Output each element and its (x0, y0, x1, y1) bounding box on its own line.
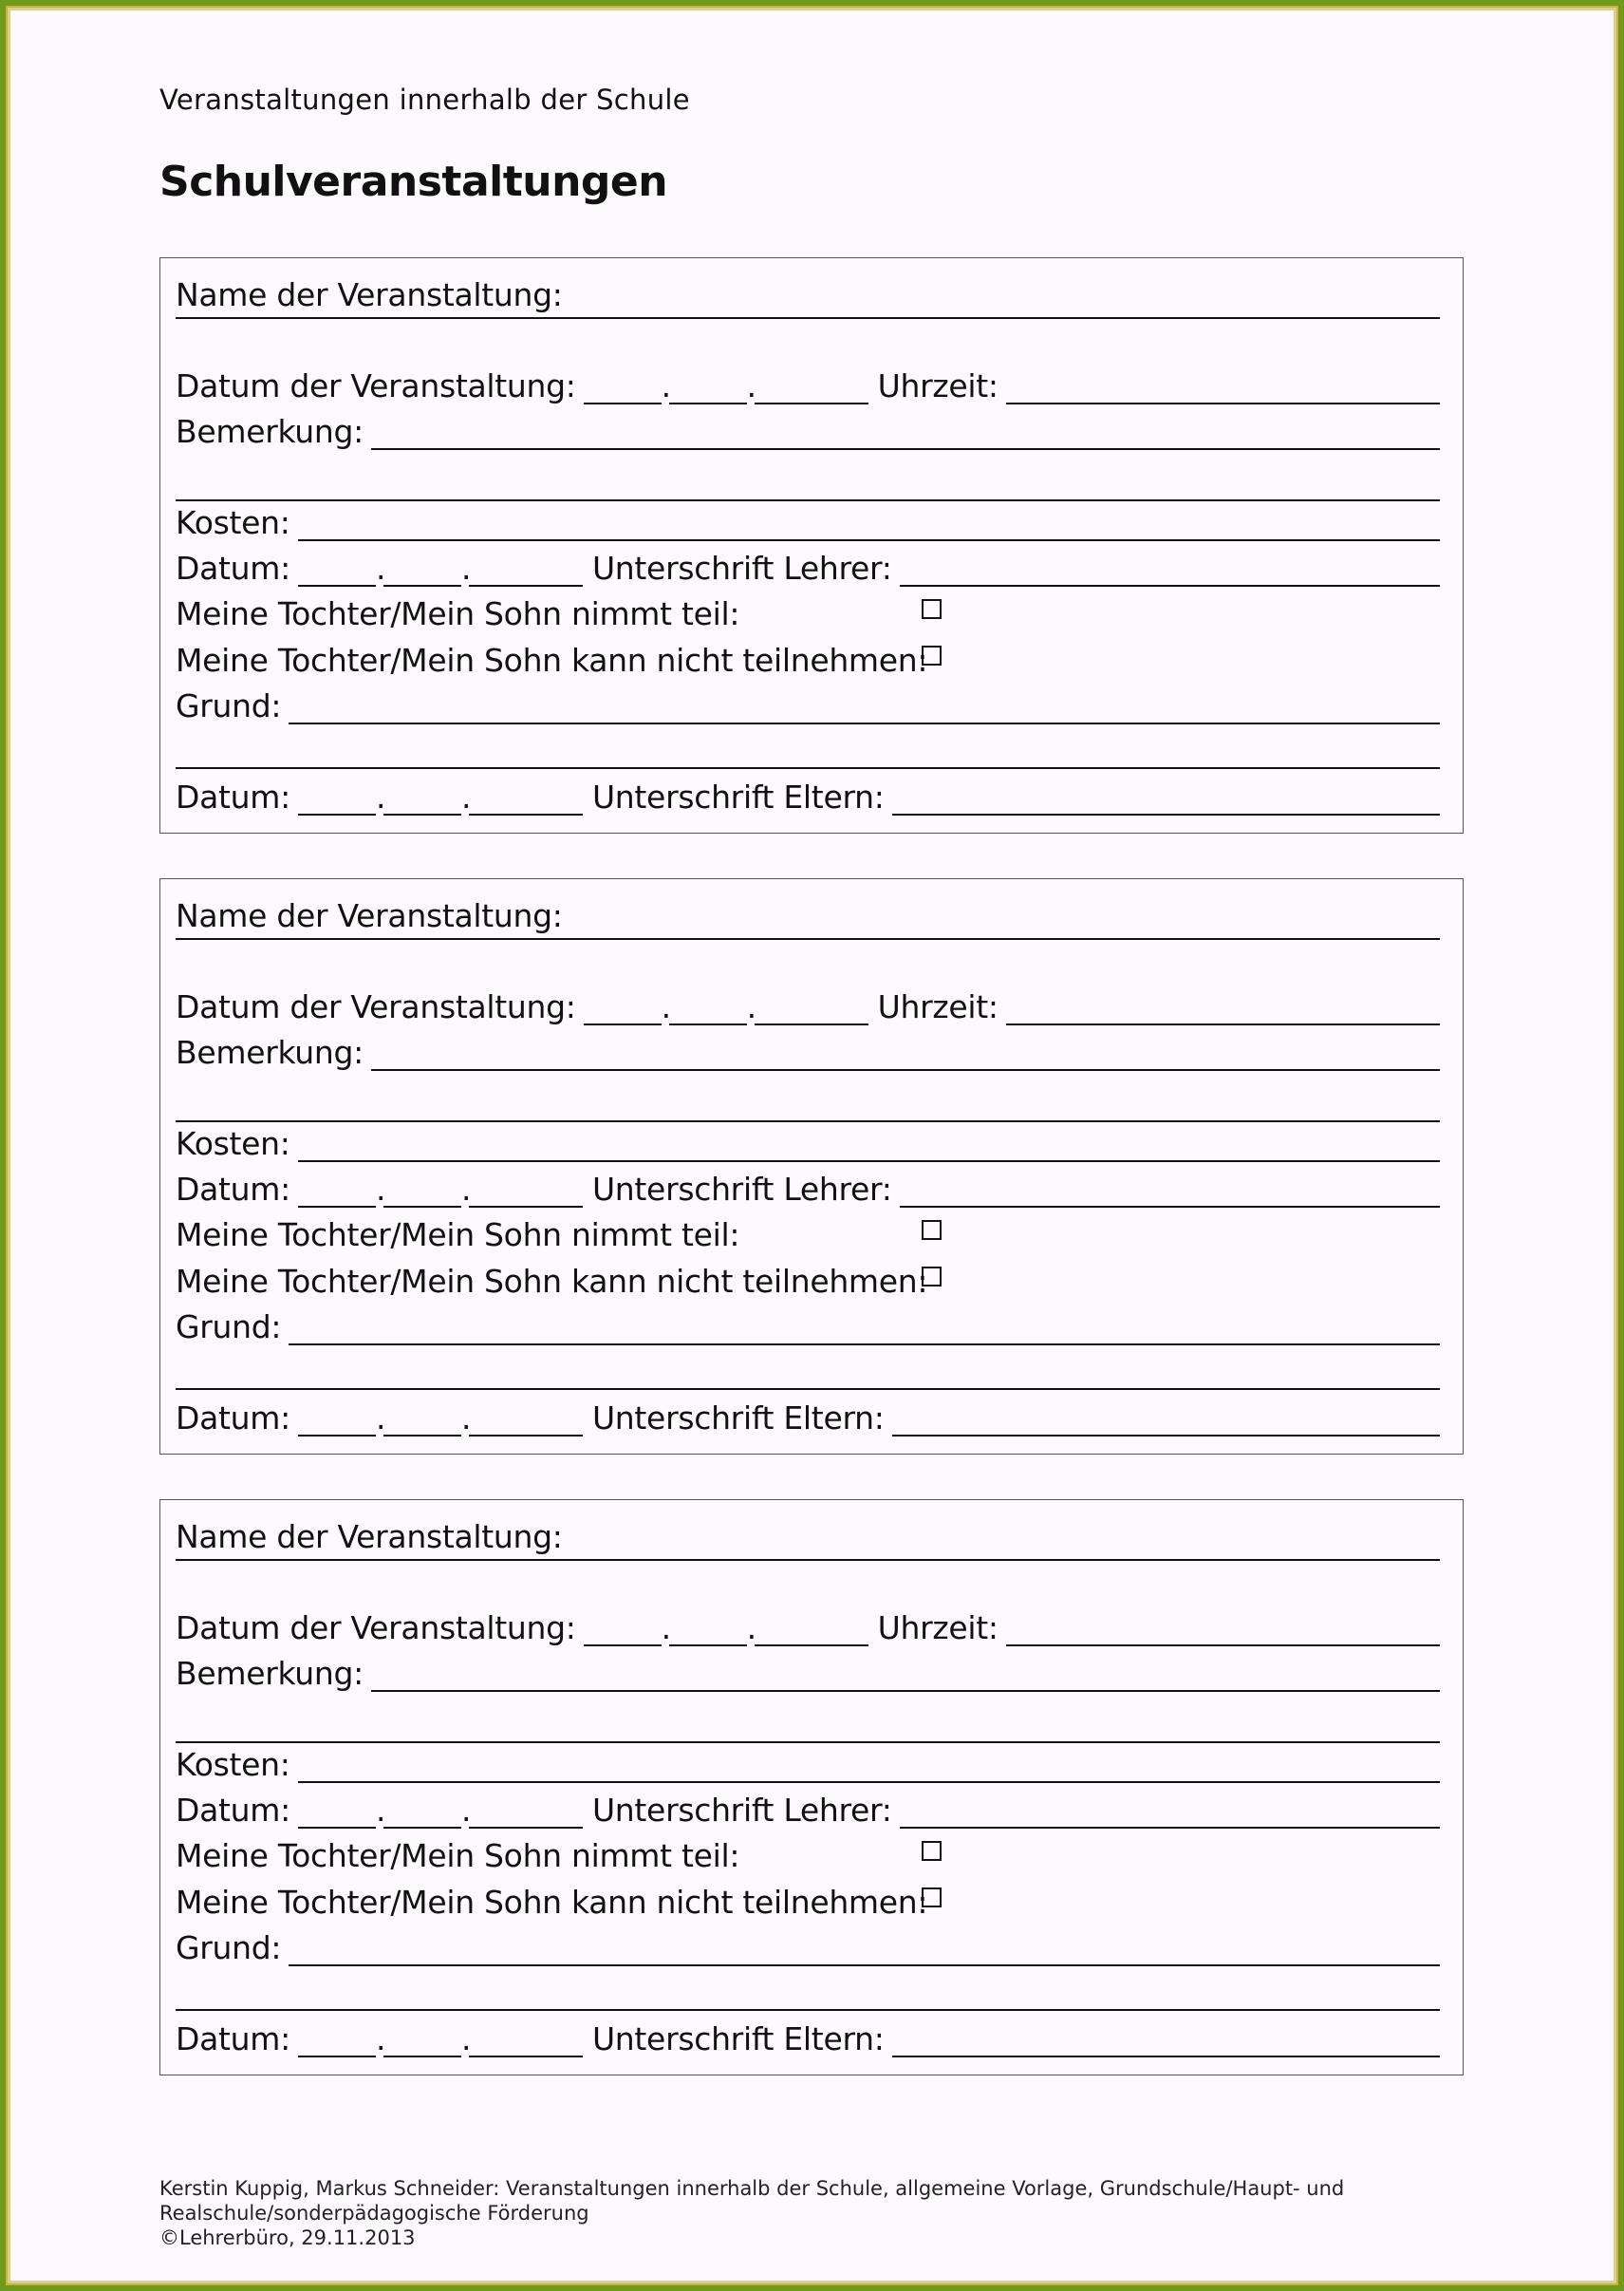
footer-line: Realschule/sonderpädagogische Förderung (159, 2202, 589, 2225)
parents-signature-line[interactable] (892, 1402, 1440, 1437)
participates-label: Meine Tochter/Mein Sohn nimmt teil: (176, 1216, 740, 1253)
date-month-line[interactable] (383, 553, 461, 587)
parents-signature-line[interactable] (892, 2023, 1440, 2057)
cost-label: Kosten: (176, 1125, 290, 1162)
date-year-line[interactable] (469, 781, 583, 816)
teacher-signature-label: Unterschrift Lehrer: (591, 550, 892, 587)
reason-label: Grund: (176, 1929, 282, 1966)
event-date-day-line[interactable] (584, 370, 662, 404)
date-label: Datum: (176, 2020, 290, 2057)
time-label: Uhrzeit: (877, 367, 999, 404)
participates-label: Meine Tochter/Mein Sohn nimmt teil: (176, 595, 740, 632)
remark-line-2[interactable] (176, 1120, 1440, 1122)
event-name-label: Name der Veranstaltung: (176, 276, 563, 313)
not-participates-label: Meine Tochter/Mein Sohn kann nicht teilnehmen: (176, 642, 928, 679)
event-date-year-line[interactable] (755, 1612, 868, 1646)
teacher-signature-line[interactable] (900, 1174, 1440, 1208)
parents-signature-label: Unterschrift Eltern: (591, 1399, 885, 1437)
date-label: Datum: (176, 1792, 290, 1829)
event-date-year-line[interactable] (755, 370, 868, 404)
footer-copyright: ©Lehrerbüro, 29.11.2013 (159, 2226, 416, 2249)
time-line[interactable] (1006, 991, 1440, 1025)
reason-line-2[interactable] (176, 767, 1440, 769)
time-line[interactable] (1006, 1612, 1440, 1646)
date-day-line[interactable] (298, 2023, 376, 2057)
participates-checkbox[interactable] (922, 1841, 942, 1861)
reason-line[interactable] (289, 1932, 1440, 1966)
participates-checkbox[interactable] (922, 1220, 942, 1240)
date-year-line[interactable] (469, 1174, 583, 1208)
cost-label: Kosten: (176, 1746, 290, 1783)
teacher-signature-line[interactable] (900, 1794, 1440, 1829)
remark-label: Bemerkung: (176, 1034, 364, 1071)
date-day-line[interactable] (298, 1794, 376, 1829)
event-date-month-line[interactable] (669, 370, 747, 404)
cost-line[interactable] (298, 1749, 1440, 1783)
event-date-month-line[interactable] (669, 1612, 747, 1646)
remark-line[interactable] (371, 1658, 1440, 1692)
event-name-label: Name der Veranstaltung: (176, 1518, 563, 1555)
event-date-label: Datum der Veranstaltung: (176, 988, 576, 1025)
event-name-line[interactable] (176, 938, 1440, 940)
teacher-signature-label: Unterschrift Lehrer: (591, 1171, 892, 1208)
remark-label: Bemerkung: (176, 1655, 364, 1692)
event-date-day-line[interactable] (584, 1612, 662, 1646)
remark-line[interactable] (371, 416, 1440, 450)
remark-line-2[interactable] (176, 1741, 1440, 1743)
event-form: Name der Veranstaltung: Datum der Veranstaltung: . . Uhrzeit: Bemerkung: Kosten: Datum: . . Unterschrift Lehrer: Meine Tochter/Mein Sohn nimmt teil: Meine Tochter/Mein Sohn kann nicht teilnehmen: Grund: Datum: . . Unterschrift Eltern: (159, 1499, 1464, 2075)
parents-signature-label: Unterschrift Eltern: (591, 2020, 885, 2057)
reason-label: Grund: (176, 687, 282, 724)
remark-line-2[interactable] (176, 499, 1440, 501)
event-date-day-line[interactable] (584, 991, 662, 1025)
remark-label: Bemerkung: (176, 413, 364, 450)
date-day-line[interactable] (298, 781, 376, 816)
event-name-line[interactable] (176, 317, 1440, 319)
not-participates-label: Meine Tochter/Mein Sohn kann nicht teilnehmen: (176, 1263, 928, 1300)
event-name-label: Name der Veranstaltung: (176, 897, 563, 934)
date-year-line[interactable] (469, 2023, 583, 2057)
date-label: Datum: (176, 779, 290, 816)
date-year-line[interactable] (469, 1794, 583, 1829)
cost-label: Kosten: (176, 504, 290, 541)
date-month-line[interactable] (383, 2023, 461, 2057)
reason-label: Grund: (176, 1308, 282, 1345)
time-label: Uhrzeit: (877, 1609, 999, 1646)
date-label: Datum: (176, 1171, 290, 1208)
not-participates-checkbox[interactable] (922, 1887, 942, 1907)
not-participates-checkbox[interactable] (922, 646, 942, 666)
reason-line-2[interactable] (176, 2009, 1440, 2011)
remark-line[interactable] (371, 1037, 1440, 1071)
page-title: Schulveranstaltungen (159, 158, 668, 206)
document-subject: Veranstaltungen innerhalb der Schule (159, 84, 690, 116)
date-day-line[interactable] (298, 553, 376, 587)
event-date-label: Datum der Veranstaltung: (176, 367, 576, 404)
date-month-line[interactable] (383, 1794, 461, 1829)
reason-line[interactable] (289, 1311, 1440, 1345)
event-form: Name der Veranstaltung: Datum der Veranstaltung: . . Uhrzeit: Bemerkung: Kosten: Datum: . . Unterschrift Lehrer: Meine Tochter/Mein Sohn nimmt teil: Meine Tochter/Mein Sohn kann nicht teilnehmen: Grund: Datum: . . Unterschrift Eltern: (159, 257, 1464, 834)
date-year-line[interactable] (469, 1402, 583, 1437)
footer-credits (159, 2176, 1344, 2250)
time-label: Uhrzeit: (877, 988, 999, 1025)
event-name-line[interactable] (176, 1559, 1440, 1561)
date-month-line[interactable] (383, 781, 461, 816)
cost-line[interactable] (298, 507, 1440, 541)
not-participates-checkbox[interactable] (922, 1267, 942, 1286)
event-date-label: Datum der Veranstaltung: (176, 1609, 576, 1646)
teacher-signature-label: Unterschrift Lehrer: (591, 1792, 892, 1829)
date-label: Datum: (176, 1399, 290, 1437)
event-date-month-line[interactable] (669, 991, 747, 1025)
date-month-line[interactable] (383, 1402, 461, 1437)
date-year-line[interactable] (469, 553, 583, 587)
teacher-signature-line[interactable] (900, 553, 1440, 587)
participates-checkbox[interactable] (922, 599, 942, 619)
date-day-line[interactable] (298, 1174, 376, 1208)
parents-signature-label: Unterschrift Eltern: (591, 779, 885, 816)
participates-label: Meine Tochter/Mein Sohn nimmt teil: (176, 1837, 740, 1874)
date-month-line[interactable] (383, 1174, 461, 1208)
event-date-year-line[interactable] (755, 991, 868, 1025)
reason-line[interactable] (289, 690, 1440, 724)
reason-line-2[interactable] (176, 1388, 1440, 1390)
parents-signature-line[interactable] (892, 781, 1440, 816)
date-day-line[interactable] (298, 1402, 376, 1437)
cost-line[interactable] (298, 1128, 1440, 1162)
time-line[interactable] (1006, 370, 1440, 404)
date-label: Datum: (176, 550, 290, 587)
not-participates-label: Meine Tochter/Mein Sohn kann nicht teilnehmen: (176, 1884, 928, 1921)
event-form: Name der Veranstaltung: Datum der Veranstaltung: . . Uhrzeit: Bemerkung: Kosten: Datum: . . Unterschrift Lehrer: Meine Tochter/Mein Sohn nimmt teil: Meine Tochter/Mein Sohn kann nicht teilnehmen: Grund: Datum: . . Unterschrift Eltern: (159, 878, 1464, 1455)
footer-line: Kerstin Kuppig, Markus Schneider: Veranstaltungen innerhalb der Schule, allgemeine Vorlage, Grundschule/Haupt- und (159, 2177, 1345, 2200)
